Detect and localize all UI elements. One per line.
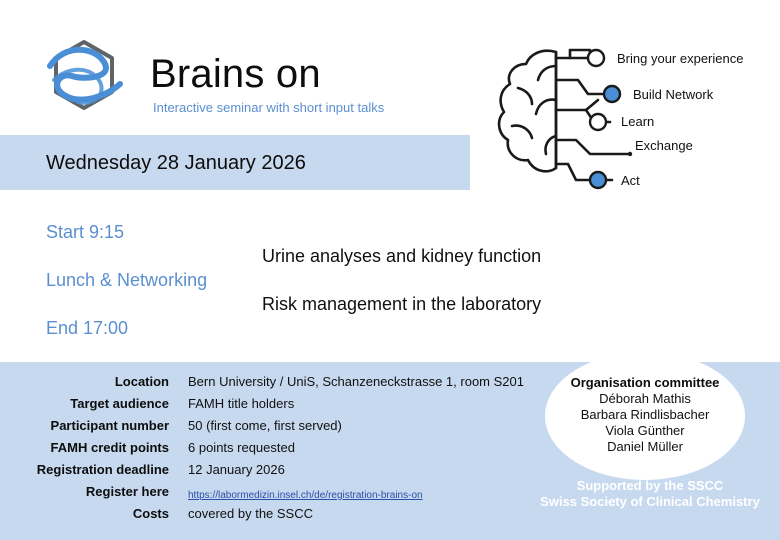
talk-1: Urine analyses and kidney function: [262, 246, 542, 266]
page-title: Brains on: [150, 52, 321, 96]
registration-link[interactable]: https://labormedizin.insel.ch/de/registration-brains-on: [188, 490, 423, 501]
register-link-wrapper: [188, 486, 423, 501]
goal-act: Act: [621, 173, 640, 188]
detail-value-audience: FAMH title holders: [188, 396, 295, 411]
detail-label-costs: Costs: [132, 506, 169, 521]
support-line-2: Swiss Society of Clinical Chemistry: [540, 494, 760, 509]
committee-member: Viola Günther: [605, 423, 685, 438]
detail-value-location: Bern University / UniS, Schanzeneckstrasse 1, room S201: [188, 374, 524, 389]
committee-member: Déborah Mathis: [599, 391, 691, 406]
detail-value-credits: 6 points requested: [188, 440, 295, 455]
goal-bring-experience: Bring your experience: [617, 51, 744, 66]
goal-learn: Learn: [621, 114, 655, 129]
detail-label-location: Location: [114, 374, 169, 389]
detail-label-credits: FAMH credit points: [50, 440, 169, 455]
talk-2: Risk management in the laboratory: [262, 294, 542, 314]
committee-member: Barbara Rindlisbacher: [580, 407, 710, 422]
schedule-start: Start 9:15: [46, 222, 125, 242]
detail-label-participants: Participant number: [50, 418, 169, 433]
schedule-lunch: Lunch & Networking: [46, 270, 208, 290]
detail-label-deadline: Registration deadline: [36, 462, 169, 477]
support-line-1: Supported by the SSCC: [576, 478, 724, 493]
event-date: Wednesday 28 January 2026: [46, 152, 306, 174]
goal-exchange: Exchange: [635, 138, 693, 153]
detail-value-deadline: 12 January 2026: [188, 462, 285, 477]
schedule-end: End 17:00: [46, 318, 129, 338]
brains-on-logo: [44, 36, 124, 116]
goal-build-network: Build Network: [633, 87, 714, 102]
detail-label-audience: Target audience: [70, 396, 169, 411]
detail-label-register: Register here: [85, 484, 169, 499]
detail-value-costs: covered by the SSCC: [188, 506, 314, 521]
page-subtitle: Interactive seminar with short input talks: [153, 100, 385, 115]
detail-value-participants: 50 (first come, first served): [188, 418, 342, 433]
committee-title: Organisation committee: [570, 375, 720, 390]
committee-member: Daniel Müller: [607, 439, 683, 454]
